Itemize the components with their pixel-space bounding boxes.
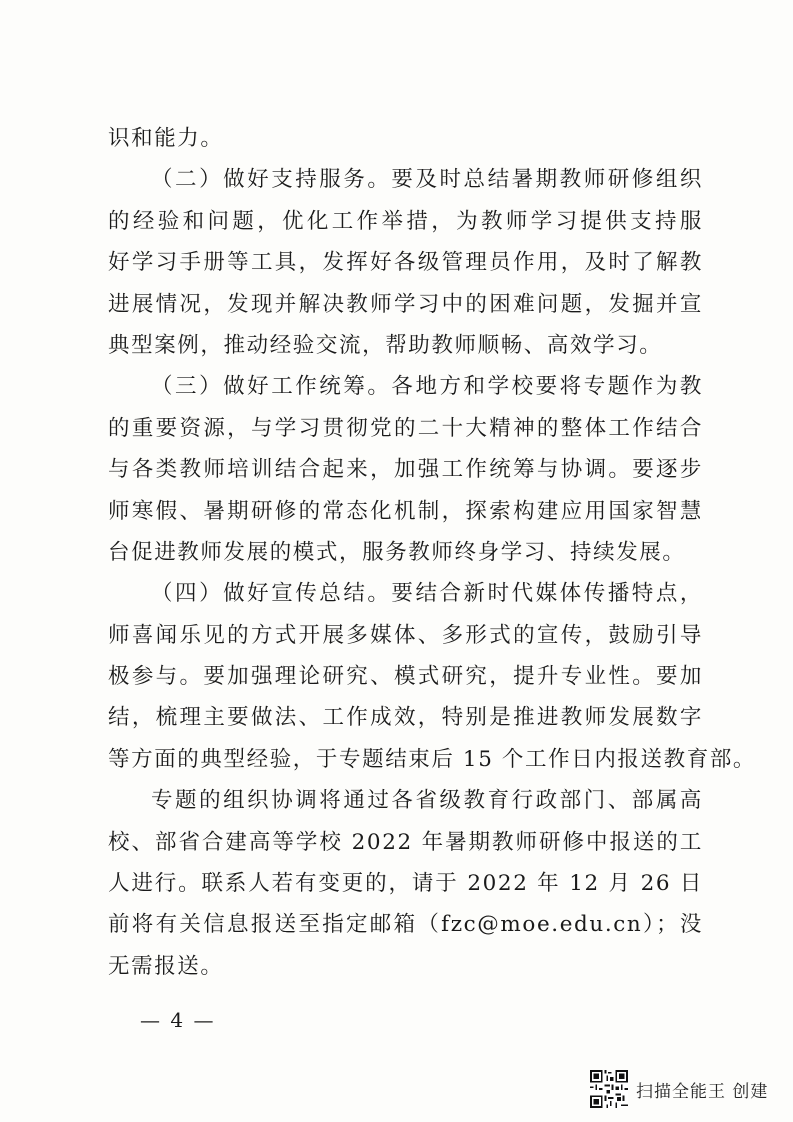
text-line: 前将有关信息报送至指定邮箱（fzc@moe.edu.cn）；没: [108, 912, 703, 938]
text-line: 等方面的典型经验，于专题结束后 15 个工作日内报送教育部。: [108, 746, 757, 772]
text-line: 的重要资源，与学习贯彻党的二十大精神的整体工作结合: [108, 415, 703, 441]
text-line: 的经验和问题，优化工作举措，为教师学习提供支持服: [108, 208, 703, 234]
text-line: 无需报送。: [108, 953, 224, 979]
text-line: 人进行。联系人若有变更的，请于 2022 年 12 月 26 日: [108, 871, 703, 897]
text-line: 师寒假、暑期研修的常态化机制，探索构建应用国家智慧: [108, 498, 703, 524]
text-line: 典型案例，推动经验交流，帮助教师顺畅、高效学习。: [108, 332, 663, 358]
text-line: 进展情况，发现并解决教师学习中的困难问题，发掘并宣: [108, 291, 703, 317]
body-text: [108, 118, 757, 987]
paragraph-2-heading-line: （二）做好支持服务。要及时总结暑期教师研修组织: [151, 167, 703, 193]
text-line: 识和能力。: [108, 126, 224, 151]
text-line: 极参与。要加强理论研究、模式研究，提升专业性。要加: [108, 664, 703, 690]
text-line: 台促进教师发展的模式，服务教师终身学习、持续发展。: [108, 539, 686, 565]
paragraph-3-heading-line: （三）做好工作统筹。各地方和学校要将专题作为教: [151, 374, 703, 400]
text-line: 与各类教师培训结合起来，加强工作统筹与协调。要逐步: [108, 457, 703, 483]
paragraph-4-heading-line: （四）做好宣传总结。要结合新时代媒体传播特点，: [151, 581, 703, 607]
text-line: 校、部省合建高等学校 2022 年暑期教师研修中报送的工: [108, 829, 703, 855]
qr-code-icon: [590, 1070, 628, 1108]
watermark-text: 扫描全能王 创建: [636, 1081, 769, 1102]
scanner-watermark: [590, 1067, 768, 1111]
page-number: — 4 —: [140, 1008, 216, 1032]
text-line: 师喜闻乐见的方式开展多媒体、多形式的宣传，鼓励引导: [108, 622, 703, 648]
paragraph-5-first-line: 专题的组织协调将通过各省级教育行政部门、部属高: [151, 788, 703, 814]
text-line: 结，梳理主要做法、工作成效，特别是推进教师发展数字: [108, 705, 703, 731]
text-line: 好学习手册等工具，发挥好各级管理员作用，及时了解教: [108, 250, 703, 276]
